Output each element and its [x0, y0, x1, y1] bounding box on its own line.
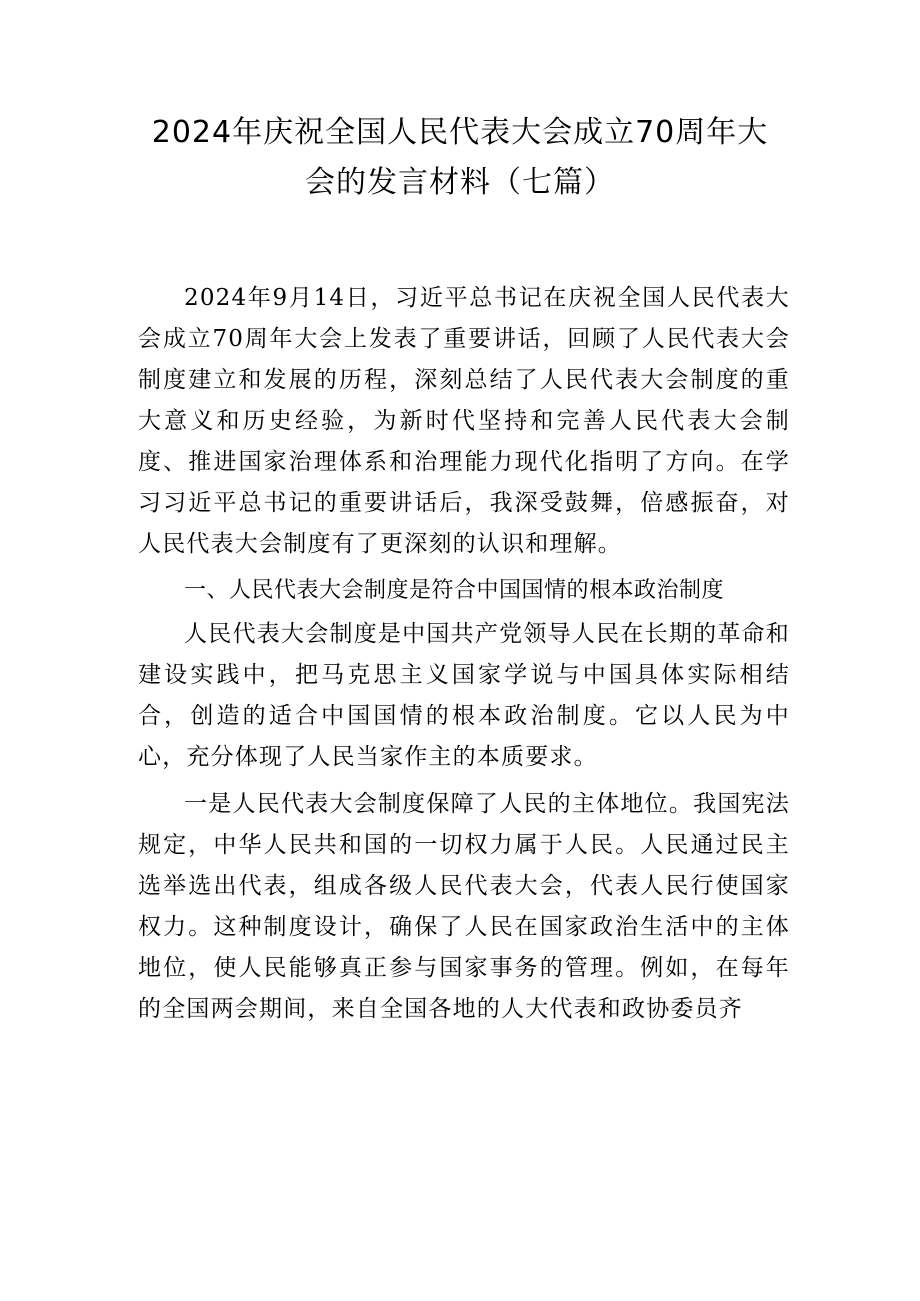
paragraph-3: 一是人民代表大会制度保障了人民的主体地位。我国宪法规定，中华人民共和国的一切权力属于人民。人民通过民主选举选出代表，组成各级人民代表大会，代表人民行使国家权力。这种制度设计，确保了人民在国家政治生活中的主体地位，使人民能够真正参与国家事务的管理。例如，在每年的全国两会期间，来自全国各地的人大代表和政协委员齐 — [138, 791, 790, 1022]
section-heading-1: 一、人民代表大会制度是符合中国国情的根本政治制度 — [184, 578, 725, 603]
document-body — [138, 278, 790, 1030]
paragraph-intro: 2024年9月14日，习近平总书记在庆祝全国人民代表大会成立70周年大会上发表了重要讲话，回顾了人民代表大会制度建立和发展的历程，深刻总结了人民代表大会制度的重大意义和历史经验，为新时代坚持和完善人民代表大会制度、推进国家治理体系和治理能力现代化指明了方向。在学习习近平总书记的重要讲话后，我深受鼓舞，倍感振奋，对人民代表大会制度有了更深刻的认识和理解。 — [138, 285, 790, 557]
title-line-1: 2024年庆祝全国人民代表大会成立70周年大 — [151, 115, 769, 150]
title-line-2: 会的发言材料（七篇） — [305, 165, 615, 200]
document-title — [120, 108, 800, 208]
paragraph-2: 人民代表大会制度是中国共产党领导人民在长期的革命和建设实践中，把马克思主义国家学说与中国具体实际相结合，创造的适合中国国情的根本政治制度。它以人民为中心，充分体现了人民当家作主的本质要求。 — [138, 621, 790, 770]
